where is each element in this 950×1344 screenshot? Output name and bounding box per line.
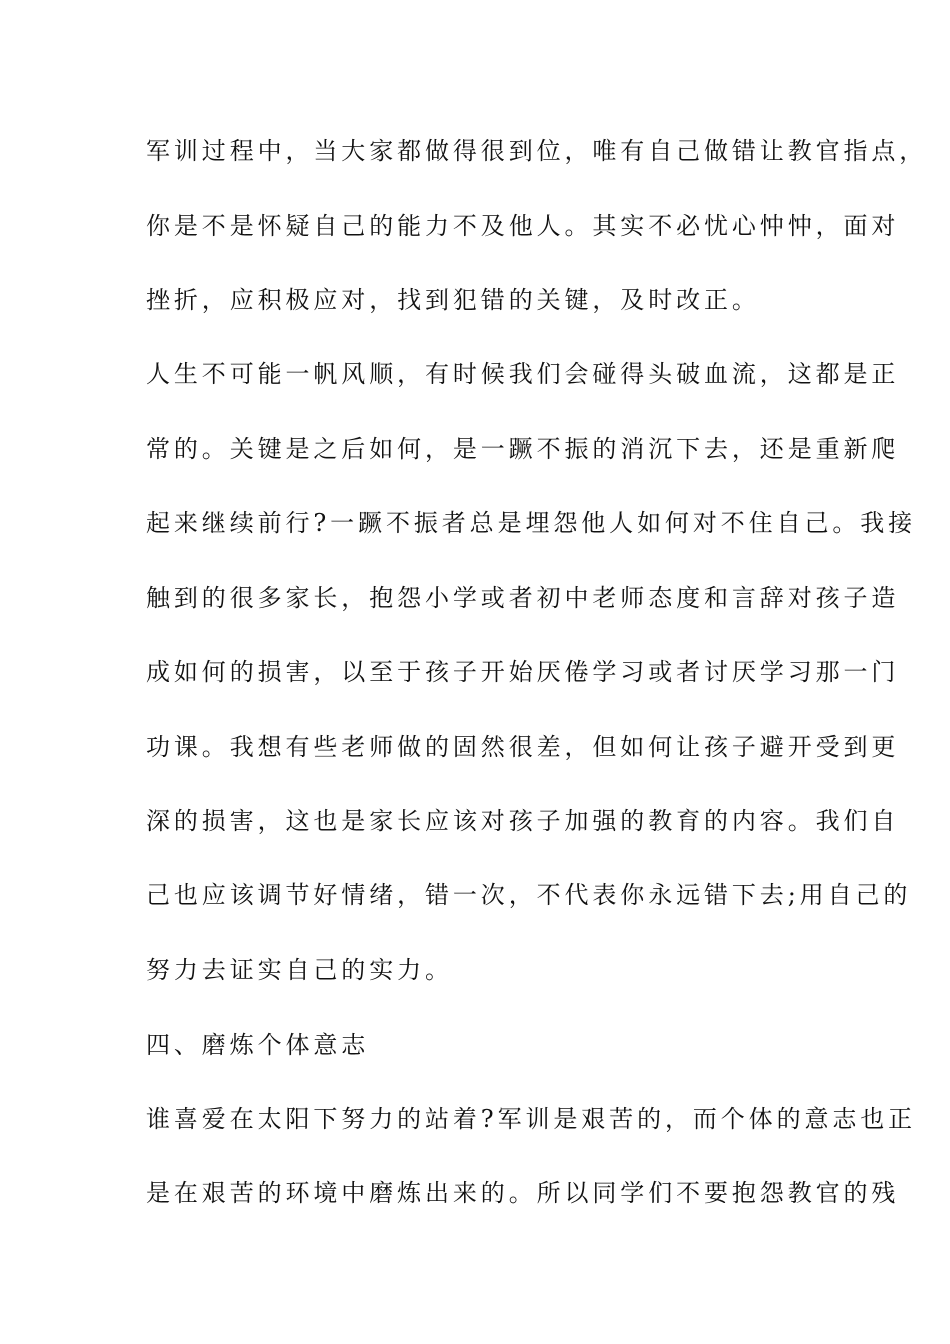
- text-line: 你是不是怀疑自己的能力不及他人。其实不必忧心忡忡，面对: [146, 212, 900, 240]
- text-line: 谁喜爱在太阳下努力的站着?军训是艰苦的，而个体的意志也正: [146, 1105, 917, 1133]
- text-line: 常的。关键是之后如何，是一蹶不振的消沉下去，还是重新爬: [146, 435, 900, 463]
- text-line: 挫折，应积极应对，找到犯错的关键，及时改正。: [146, 286, 760, 314]
- text-line: 是在艰苦的环境中磨炼出来的。所以同学们不要抱怨教官的残: [146, 1179, 900, 1207]
- text-line: 起来继续前行?一蹶不振者总是埋怨他人如何对不住自己。我接: [146, 509, 917, 537]
- text-line: 努力去证实自己的实力。: [146, 956, 453, 984]
- text-line: 人生不可能一帆风顺，有时候我们会碰得头破血流，这都是正: [146, 360, 900, 388]
- section-heading: 四、磨炼个体意志: [146, 1031, 370, 1059]
- text-line: 触到的很多家长，抱怨小学或者初中老师态度和言辞对孩子造: [146, 584, 900, 612]
- text-line: 功课。我想有些老师做的固然很差，但如何让孩子避开受到更: [146, 733, 900, 761]
- text-line: 军训过程中，当大家都做得很到位，唯有自己做错让教官指点，: [146, 137, 928, 165]
- text-line: 深的损害，这也是家长应该对孩子加强的教育的内容。我们自: [146, 807, 900, 835]
- text-line: 己也应该调节好情绪，错一次，不代表你永远错下去;用自己的: [146, 881, 912, 909]
- text-line: 成如何的损害，以至于孩子开始厌倦学习或者讨厌学习那一门: [146, 658, 900, 686]
